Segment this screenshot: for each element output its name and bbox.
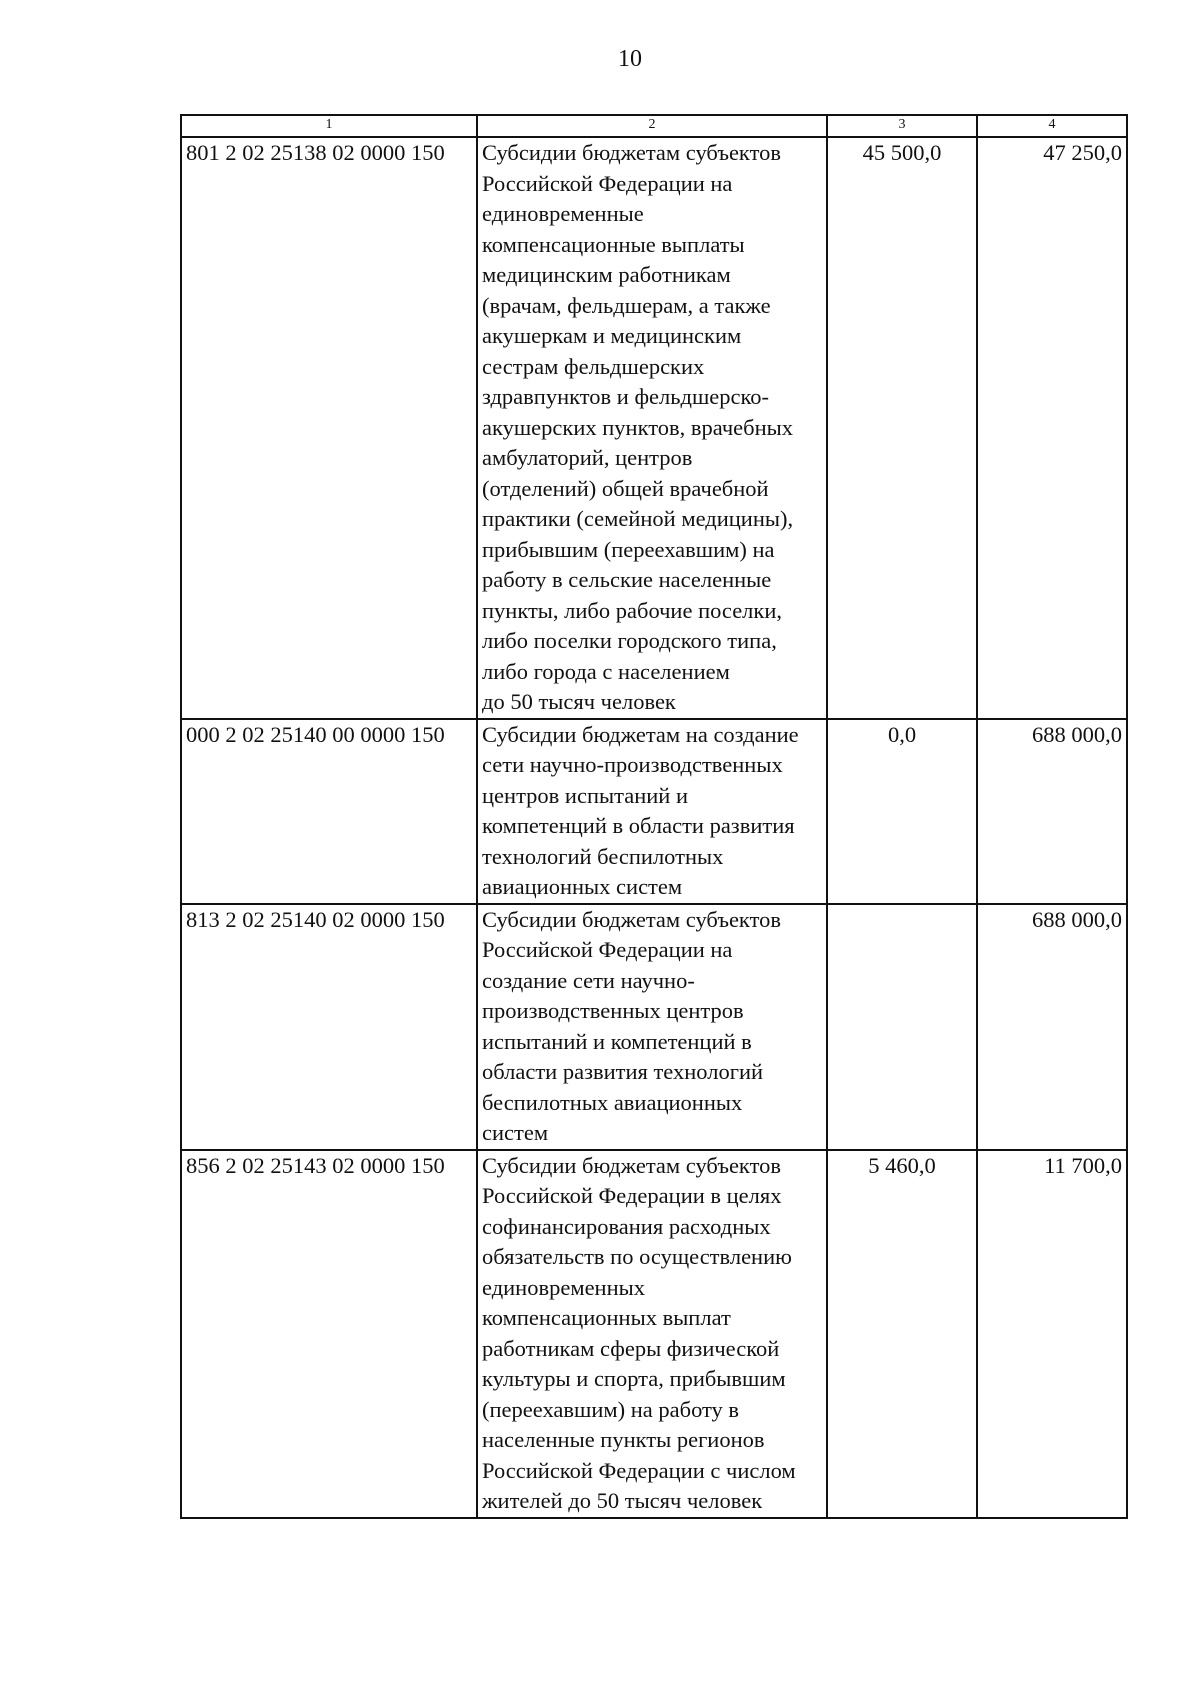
value-col-4-cell: 688 000,0 — [977, 719, 1127, 904]
description-line: (врачам, фельдшерам, а также — [482, 292, 771, 318]
description-line: акушеркам и медицинским — [482, 323, 742, 348]
description-line: работу в сельские населенные — [482, 567, 772, 592]
budget-code-cell: 813 2 02 25140 02 0000 150 — [181, 904, 477, 1150]
header-row — [181, 115, 1127, 137]
description-line: амбулаторий, центров — [482, 445, 693, 470]
description-line: Российской Федерации на — [482, 170, 733, 196]
description-line: центров испытаний и — [482, 782, 688, 808]
description-line: культуры и спорта, прибывшим — [482, 1366, 786, 1391]
description-line: компенсационных выплат — [482, 1305, 731, 1330]
description-line: компетенций в области развития — [482, 813, 795, 838]
value-col-4-cell: 11 700,0 — [977, 1150, 1127, 1518]
value-col-3-cell: 5 460,0 — [827, 1150, 977, 1518]
description-line: беспилотных авиационных — [482, 1089, 743, 1115]
description-line: сестрам фельдшерских — [482, 353, 705, 379]
description-cell — [477, 137, 827, 719]
description-cell — [477, 1150, 827, 1518]
budget-table — [180, 114, 1128, 1519]
description-line: компенсационные выплаты — [482, 231, 745, 257]
page-number: 10 — [618, 46, 642, 72]
description-line: обязательств по осуществлению — [482, 1244, 792, 1269]
description-line: работникам сферы физической — [482, 1335, 780, 1361]
budget-code-cell: 856 2 02 25143 02 0000 150 — [181, 1150, 477, 1518]
description-line: создание сети научно- — [482, 967, 695, 993]
description-line: населенные пункты регионов — [482, 1427, 765, 1452]
description-line: Субсидии бюджетам субъектов — [482, 906, 781, 932]
description-cell — [477, 904, 827, 1150]
description-line: прибывшим (переехавшим) на — [482, 536, 775, 562]
table-row — [181, 137, 1127, 719]
description-line: Субсидии бюджетам субъектов — [482, 140, 781, 165]
value-col-3-cell — [827, 904, 977, 1150]
budget-code-cell: 000 2 02 25140 00 0000 150 — [181, 719, 477, 904]
value-col-3-cell: 45 500,0 — [827, 137, 977, 719]
description-line: Субсидии бюджетам на создание — [482, 721, 799, 747]
header-col-3: 3 — [827, 115, 977, 137]
description-line: Российской Федерации на — [482, 937, 733, 962]
value-col-4-cell: 47 250,0 — [977, 137, 1127, 719]
description-line: технологий беспилотных — [482, 843, 724, 869]
description-line: пункты, либо рабочие поселки, — [482, 597, 783, 623]
description-line: единовременных — [482, 1274, 646, 1300]
description-line: единовременные — [482, 201, 644, 226]
description-line: области развития технологий — [482, 1059, 764, 1084]
table-row — [181, 719, 1127, 904]
description-line: Российской Федерации с числом — [482, 1457, 796, 1483]
description-line: производственных центров — [482, 998, 744, 1023]
description-line: систем — [482, 1120, 549, 1145]
table-body — [181, 137, 1127, 1518]
description-line: сети научно-производственных — [482, 752, 783, 777]
description-line: практики (семейной медицины), — [482, 506, 794, 531]
description-cell — [477, 719, 827, 904]
description-line: (отделений) общей врачебной — [482, 475, 769, 501]
description-line: здравпунктов и фельдшерско- — [482, 384, 770, 409]
description-line: медицинским работникам — [482, 262, 731, 287]
header-col-2: 2 — [477, 115, 827, 137]
description-line: либо города с населением — [482, 658, 730, 684]
description-line: акушерских пунктов, врачебных — [482, 414, 793, 440]
description-line: (переехавшим) на работу в — [482, 1396, 740, 1422]
header-col-4: 4 — [977, 115, 1127, 137]
value-col-3-cell: 0,0 — [827, 719, 977, 904]
description-line: до 50 тысяч человек — [482, 689, 676, 714]
description-line: Субсидии бюджетам субъектов — [482, 1152, 781, 1178]
table-row — [181, 1150, 1127, 1518]
description-line: Российской Федерации в целях — [482, 1183, 782, 1208]
description-line: жителей до 50 тысяч человек — [482, 1488, 763, 1513]
description-line: авиационных систем — [482, 874, 683, 899]
description-line: испытаний и компетенций в — [482, 1028, 752, 1054]
budget-code-cell: 801 2 02 25138 02 0000 150 — [181, 137, 477, 719]
table-row — [181, 904, 1127, 1150]
description-line: либо поселки городского типа, — [482, 628, 777, 653]
value-col-4-cell: 688 000,0 — [977, 904, 1127, 1150]
header-col-1: 1 — [181, 115, 477, 137]
table-header — [181, 115, 1127, 137]
description-line: софинансирования расходных — [482, 1213, 771, 1239]
